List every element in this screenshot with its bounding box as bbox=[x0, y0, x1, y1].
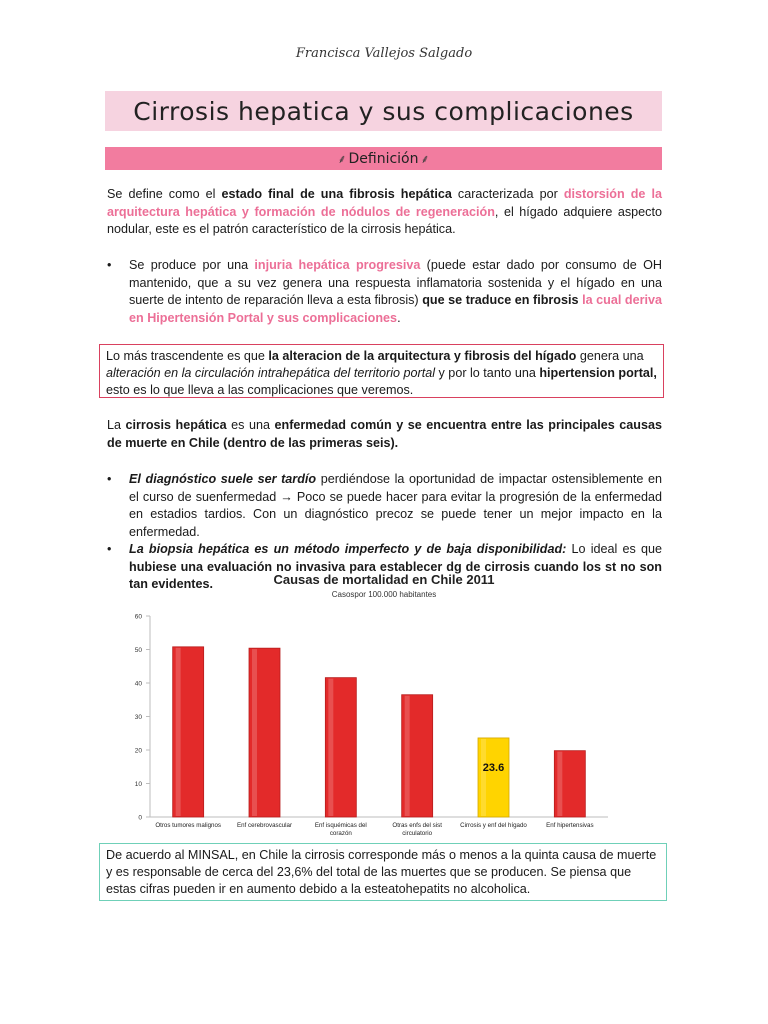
bold-run: cirrosis hepática bbox=[125, 418, 227, 432]
y-tick-label: 40 bbox=[134, 680, 142, 688]
text-run: (puede estar dado por consumo de OH mantenido, que a su vez genera una respuesta inflamatoria sostenida y el hígado en una suerte de intento de reparación lleva a esta fibrosis) bbox=[129, 258, 663, 307]
x-tick-label: corazón bbox=[329, 830, 352, 837]
text-run: caracterizada por bbox=[451, 187, 564, 201]
bar-shine bbox=[176, 648, 181, 816]
bold-run: hipertension portal, bbox=[539, 366, 657, 380]
bar-shine bbox=[252, 649, 257, 816]
highlight-run: distorsión de la arquitectura hepática y formación de nódulos de regeneración bbox=[107, 187, 662, 219]
text-run: esto es lo que lleva a las complicaciones que veremos. bbox=[106, 383, 414, 397]
x-tick-label: Enf isquémicas del bbox=[314, 822, 367, 829]
x-tick-label: Otras enfs del sist bbox=[392, 822, 442, 829]
x-tick-label: Otros tumores malignos bbox=[155, 822, 222, 829]
y-tick-label: 60 bbox=[134, 613, 142, 621]
section-header-definicion bbox=[105, 147, 662, 170]
y-tick-label: 30 bbox=[134, 714, 142, 721]
text-run: Lo ideal es que bbox=[566, 542, 662, 556]
section-label: Definición bbox=[348, 150, 419, 167]
y-tick-label: 0 bbox=[138, 814, 142, 822]
bold-run: que se traduce en fibrosis bbox=[422, 293, 579, 307]
x-tick-label: Enf cerebrovascular bbox=[236, 822, 293, 829]
x-tick-label: circulatorio bbox=[402, 830, 433, 837]
chart-subtitle: Casospor 100.000 habitantes bbox=[331, 590, 437, 599]
key-point-box bbox=[99, 344, 664, 398]
y-tick-label: 50 bbox=[134, 647, 142, 654]
prevalence-paragraph bbox=[107, 417, 662, 452]
text-run: , el hígado adquiere aspecto nodular, este es el patrón característico de la cirrosis hepática. bbox=[107, 204, 662, 236]
bold-italic-run: El diagnóstico suele ser tardío bbox=[129, 472, 317, 486]
italic-run: alteración en la circulación intrahepática del territorio portal bbox=[106, 366, 436, 380]
data-label: 23.6 bbox=[482, 761, 505, 774]
highlight-run: la cual deriva en Hipertensión Portal y sus complicaciones bbox=[129, 293, 663, 325]
x-tick-label: Enf hipertensivas bbox=[546, 822, 594, 829]
definition-paragraph bbox=[107, 186, 662, 239]
x-tick-label: Cirrosis y enf del hígado bbox=[460, 822, 527, 829]
text-run: perdiéndose la oportunidad de impactar ostensiblemente en el curso de suenfermedad → Poco se puede hacer para evitar la progresión de la enfermedad en estadios tardios. Con un diagnóstico precoz se puede tener un mejor impacto en la enfermedad. bbox=[129, 472, 662, 539]
bullet-icon: • bbox=[107, 542, 112, 556]
text-run: genera una bbox=[576, 349, 644, 363]
text-run: La bbox=[107, 418, 126, 432]
text-run: Se define como el bbox=[107, 187, 222, 201]
author-name: Francisca Vallejos Salgado bbox=[295, 46, 473, 61]
bar-shine bbox=[481, 739, 486, 816]
leaf-ornament-icon: ⸙ bbox=[337, 152, 347, 166]
y-tick-label: 10 bbox=[134, 781, 142, 788]
bold-run: enfermedad común y se encuentra entre las principales causas de muerte en Chile (dentro de las primeras seis). bbox=[107, 418, 662, 450]
mortality-bar-chart bbox=[118, 605, 618, 837]
bar-shine bbox=[557, 752, 562, 816]
text-run: y por lo tanto una bbox=[435, 366, 540, 380]
text-run: Lo más trascendente es que bbox=[106, 349, 269, 363]
bar-shine bbox=[328, 679, 333, 816]
bullet-icon: • bbox=[107, 472, 112, 486]
page-title: Cirrosis hepatica y sus complicaciones bbox=[105, 91, 662, 131]
text-run: . bbox=[397, 310, 401, 325]
bullet-list-1 bbox=[107, 257, 662, 327]
highlight-run: injuria hepática progresiva bbox=[254, 258, 421, 272]
bar-shine bbox=[405, 696, 410, 816]
bold-italic-run: La biopsia hepática es un método imperfecto y de baja disponibilidad: bbox=[129, 542, 567, 556]
bold-run: la alteracion de la arquitectura y fibrosis del hígado bbox=[268, 349, 577, 363]
list-item bbox=[107, 471, 662, 541]
chart-title: Causas de mortalidad en Chile 2011 bbox=[273, 572, 495, 587]
text-run: es una bbox=[226, 418, 275, 432]
list-item bbox=[107, 257, 662, 327]
text-run: Se produce por una bbox=[129, 258, 255, 272]
y-tick-label: 20 bbox=[134, 747, 142, 755]
bold-run: estado final de una fibrosis hepática bbox=[221, 187, 452, 201]
minsal-note-box: De acuerdo al MINSAL, en Chile la cirrosis corresponde más o menos a la quinta causa de muerte y es responsable de cerca del 23,6% del total de las muertes que se producen. Se piensa que estas cifras pueden ir en aumento debido a la esteatohepatits no alcoholica. bbox=[99, 843, 667, 901]
leaf-ornament-icon: ⸙ bbox=[420, 152, 430, 166]
bold-run: hubiese una evaluación no invasiva para establecer dg de cirrosis cuando los st no son tan evidentes. bbox=[129, 559, 662, 591]
bullet-icon: • bbox=[107, 258, 112, 272]
